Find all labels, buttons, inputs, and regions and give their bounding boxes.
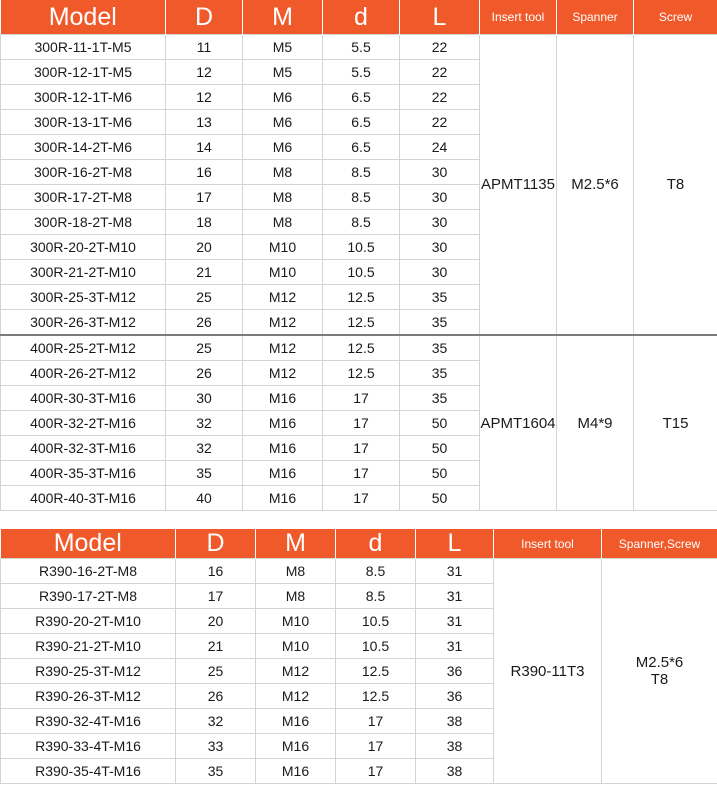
cell-m-thread: M16 (243, 386, 323, 411)
cell-model: 300R-14-2T-M6 (1, 135, 166, 160)
cell-model: 300R-18-2T-M8 (1, 210, 166, 235)
header-row (1, 529, 717, 559)
cell-d-small: 6.5 (323, 85, 400, 110)
cell-d-diameter: 12 (166, 85, 243, 110)
cell-m-thread: M16 (243, 461, 323, 486)
header-insert-tool: Insert tool (480, 0, 557, 35)
cell-l-length: 36 (416, 684, 494, 709)
spec-table-r390 (0, 529, 717, 784)
cell-model: 400R-35-3T-M16 (1, 461, 166, 486)
cell-model: 400R-26-2T-M12 (1, 361, 166, 386)
cell-m-thread: M5 (243, 60, 323, 85)
cell-m-thread: M16 (243, 436, 323, 461)
cell-d-diameter: 16 (176, 559, 256, 584)
cell-l-length: 30 (400, 210, 480, 235)
cell-model: R390-20-2T-M10 (1, 609, 176, 634)
cell-d-diameter: 40 (166, 486, 243, 511)
cell-d-small: 6.5 (323, 135, 400, 160)
cell-d-diameter: 32 (176, 709, 256, 734)
cell-m-thread: M8 (243, 185, 323, 210)
cell-insert-tool: APMT1135 (480, 35, 557, 336)
cell-model: 300R-12-1T-M5 (1, 60, 166, 85)
cell-d-small: 8.5 (336, 584, 416, 609)
cell-m-thread: M10 (256, 634, 336, 659)
cell-d-small: 17 (323, 386, 400, 411)
cell-model: 300R-17-2T-M8 (1, 185, 166, 210)
cell-m-thread: M16 (256, 759, 336, 784)
cell-l-length: 50 (400, 461, 480, 486)
cell-d-diameter: 35 (166, 461, 243, 486)
cell-d-diameter: 25 (176, 659, 256, 684)
cell-d-diameter: 32 (166, 436, 243, 461)
cell-l-length: 35 (400, 310, 480, 336)
cell-d-diameter: 20 (166, 235, 243, 260)
cell-d-diameter: 18 (166, 210, 243, 235)
cell-l-length: 36 (416, 659, 494, 684)
cell-d-small: 10.5 (323, 260, 400, 285)
cell-m-thread: M12 (256, 659, 336, 684)
cell-d-small: 12.5 (323, 285, 400, 310)
cell-model: R390-35-4T-M16 (1, 759, 176, 784)
cell-l-length: 22 (400, 60, 480, 85)
cell-d-small: 12.5 (336, 684, 416, 709)
header-model: Model (1, 0, 166, 35)
header-spanner-screw: Spanner,Screw (602, 529, 717, 559)
cell-model: 400R-32-2T-M16 (1, 411, 166, 436)
cell-l-length: 35 (400, 386, 480, 411)
cell-m-thread: M10 (243, 235, 323, 260)
cell-m-thread: M8 (243, 160, 323, 185)
cell-d-small: 17 (336, 709, 416, 734)
cell-d-diameter: 14 (166, 135, 243, 160)
cell-d-diameter: 32 (166, 411, 243, 436)
table-row (1, 559, 717, 584)
cell-m-thread: M8 (243, 210, 323, 235)
cell-model: 400R-25-2T-M12 (1, 335, 166, 361)
cell-screw: T8 (634, 35, 717, 336)
cell-d-diameter: 21 (176, 634, 256, 659)
cell-d-diameter: 30 (166, 386, 243, 411)
cell-d-diameter: 35 (176, 759, 256, 784)
cell-d-small: 6.5 (323, 110, 400, 135)
cell-model: R390-17-2T-M8 (1, 584, 176, 609)
cell-l-length: 30 (400, 235, 480, 260)
cell-model: R390-25-3T-M12 (1, 659, 176, 684)
cell-d-diameter: 11 (166, 35, 243, 60)
screw-value: T8 (650, 671, 669, 688)
cell-l-length: 31 (416, 584, 494, 609)
cell-screw: T15 (634, 335, 717, 511)
header-model: Model (1, 529, 176, 559)
cell-l-length: 30 (400, 160, 480, 185)
cell-m-thread: M10 (256, 609, 336, 634)
cell-d-small: 10.5 (323, 235, 400, 260)
header-m-thread: M (243, 0, 323, 35)
cell-d-small: 17 (336, 734, 416, 759)
cell-d-small: 8.5 (323, 185, 400, 210)
cell-l-length: 38 (416, 734, 494, 759)
cell-m-thread: M6 (243, 85, 323, 110)
cell-d-small: 12.5 (323, 335, 400, 361)
cell-model: 300R-12-1T-M6 (1, 85, 166, 110)
cell-model: 400R-40-3T-M16 (1, 486, 166, 511)
cell-d-diameter: 21 (166, 260, 243, 285)
cell-d-diameter: 26 (176, 684, 256, 709)
cell-insert-tool: APMT1604 (480, 335, 557, 511)
cell-model: 300R-13-1T-M6 (1, 110, 166, 135)
table-row (1, 335, 717, 361)
header-d-diameter: D (166, 0, 243, 35)
header-m-thread: M (256, 529, 336, 559)
cell-d-small: 17 (323, 461, 400, 486)
cell-d-small: 17 (323, 436, 400, 461)
cell-d-diameter: 20 (176, 609, 256, 634)
cell-l-length: 24 (400, 135, 480, 160)
cell-m-thread: M8 (256, 559, 336, 584)
cell-model: R390-26-3T-M12 (1, 684, 176, 709)
header-insert-tool: Insert tool (494, 529, 602, 559)
cell-m-thread: M6 (243, 110, 323, 135)
cell-m-thread: M12 (243, 310, 323, 336)
cell-d-small: 17 (336, 759, 416, 784)
cell-l-length: 35 (400, 285, 480, 310)
cell-model: 400R-30-3T-M16 (1, 386, 166, 411)
cell-d-small: 12.5 (323, 361, 400, 386)
cell-model: 300R-25-3T-M12 (1, 285, 166, 310)
cell-m-thread: M5 (243, 35, 323, 60)
cell-l-length: 22 (400, 85, 480, 110)
cell-d-small: 10.5 (336, 634, 416, 659)
cell-m-thread: M6 (243, 135, 323, 160)
cell-d-small: 17 (323, 411, 400, 436)
cell-model: 300R-11-1T-M5 (1, 35, 166, 60)
cell-d-small: 12.5 (336, 659, 416, 684)
cell-l-length: 50 (400, 436, 480, 461)
cell-d-diameter: 26 (166, 310, 243, 336)
cell-model: 300R-21-2T-M10 (1, 260, 166, 285)
cell-model: R390-32-4T-M16 (1, 709, 176, 734)
cell-l-length: 22 (400, 35, 480, 60)
cell-l-length: 30 (400, 260, 480, 285)
cell-m-thread: M16 (256, 709, 336, 734)
cell-d-small: 8.5 (323, 160, 400, 185)
header-d-diameter: D (176, 529, 256, 559)
header-d-small: d (336, 529, 416, 559)
cell-l-length: 31 (416, 559, 494, 584)
cell-d-diameter: 25 (166, 335, 243, 361)
cell-m-thread: M10 (243, 260, 323, 285)
cell-d-small: 12.5 (323, 310, 400, 336)
spanner-value: M2.5*6 (635, 654, 684, 671)
cell-d-diameter: 13 (166, 110, 243, 135)
cell-l-length: 31 (416, 634, 494, 659)
header-l-length: L (400, 0, 480, 35)
cell-spanner-screw (602, 559, 717, 784)
cell-l-length: 38 (416, 709, 494, 734)
cell-d-diameter: 17 (166, 185, 243, 210)
cell-m-thread: M12 (243, 335, 323, 361)
cell-d-small: 8.5 (323, 210, 400, 235)
cell-m-thread: M12 (256, 684, 336, 709)
cell-l-length: 35 (400, 335, 480, 361)
cell-d-small: 8.5 (336, 559, 416, 584)
header-spanner: Spanner (557, 0, 634, 35)
cell-d-diameter: 12 (166, 60, 243, 85)
cell-d-diameter: 17 (176, 584, 256, 609)
cell-l-length: 22 (400, 110, 480, 135)
cell-model: R390-33-4T-M16 (1, 734, 176, 759)
cell-model: 400R-32-3T-M16 (1, 436, 166, 461)
header-row (1, 0, 717, 35)
cell-m-thread: M12 (243, 361, 323, 386)
cell-m-thread: M16 (256, 734, 336, 759)
cell-d-diameter: 16 (166, 160, 243, 185)
header-d-small: d (323, 0, 400, 35)
cell-d-small: 17 (323, 486, 400, 511)
cell-model: R390-21-2T-M10 (1, 634, 176, 659)
cell-d-small: 5.5 (323, 60, 400, 85)
cell-l-length: 31 (416, 609, 494, 634)
cell-model: 300R-16-2T-M8 (1, 160, 166, 185)
cell-d-small: 5.5 (323, 35, 400, 60)
cell-model: R390-16-2T-M8 (1, 559, 176, 584)
cell-spanner: M2.5*6 (557, 35, 634, 336)
cell-m-thread: M16 (243, 486, 323, 511)
cell-d-diameter: 33 (176, 734, 256, 759)
cell-l-length: 35 (400, 361, 480, 386)
header-l-length: L (416, 529, 494, 559)
cell-d-diameter: 25 (166, 285, 243, 310)
cell-d-diameter: 26 (166, 361, 243, 386)
cell-insert-tool: R390-11T3 (494, 559, 602, 784)
cell-m-thread: M16 (243, 411, 323, 436)
cell-l-length: 38 (416, 759, 494, 784)
cell-l-length: 50 (400, 486, 480, 511)
cell-m-thread: M12 (243, 285, 323, 310)
cell-model: 300R-26-3T-M12 (1, 310, 166, 336)
cell-l-length: 30 (400, 185, 480, 210)
cell-d-small: 10.5 (336, 609, 416, 634)
cell-m-thread: M8 (256, 584, 336, 609)
cell-spanner: M4*9 (557, 335, 634, 511)
cell-model: 300R-20-2T-M10 (1, 235, 166, 260)
header-screw: Screw (634, 0, 717, 35)
table-row (1, 35, 717, 60)
cell-l-length: 50 (400, 411, 480, 436)
